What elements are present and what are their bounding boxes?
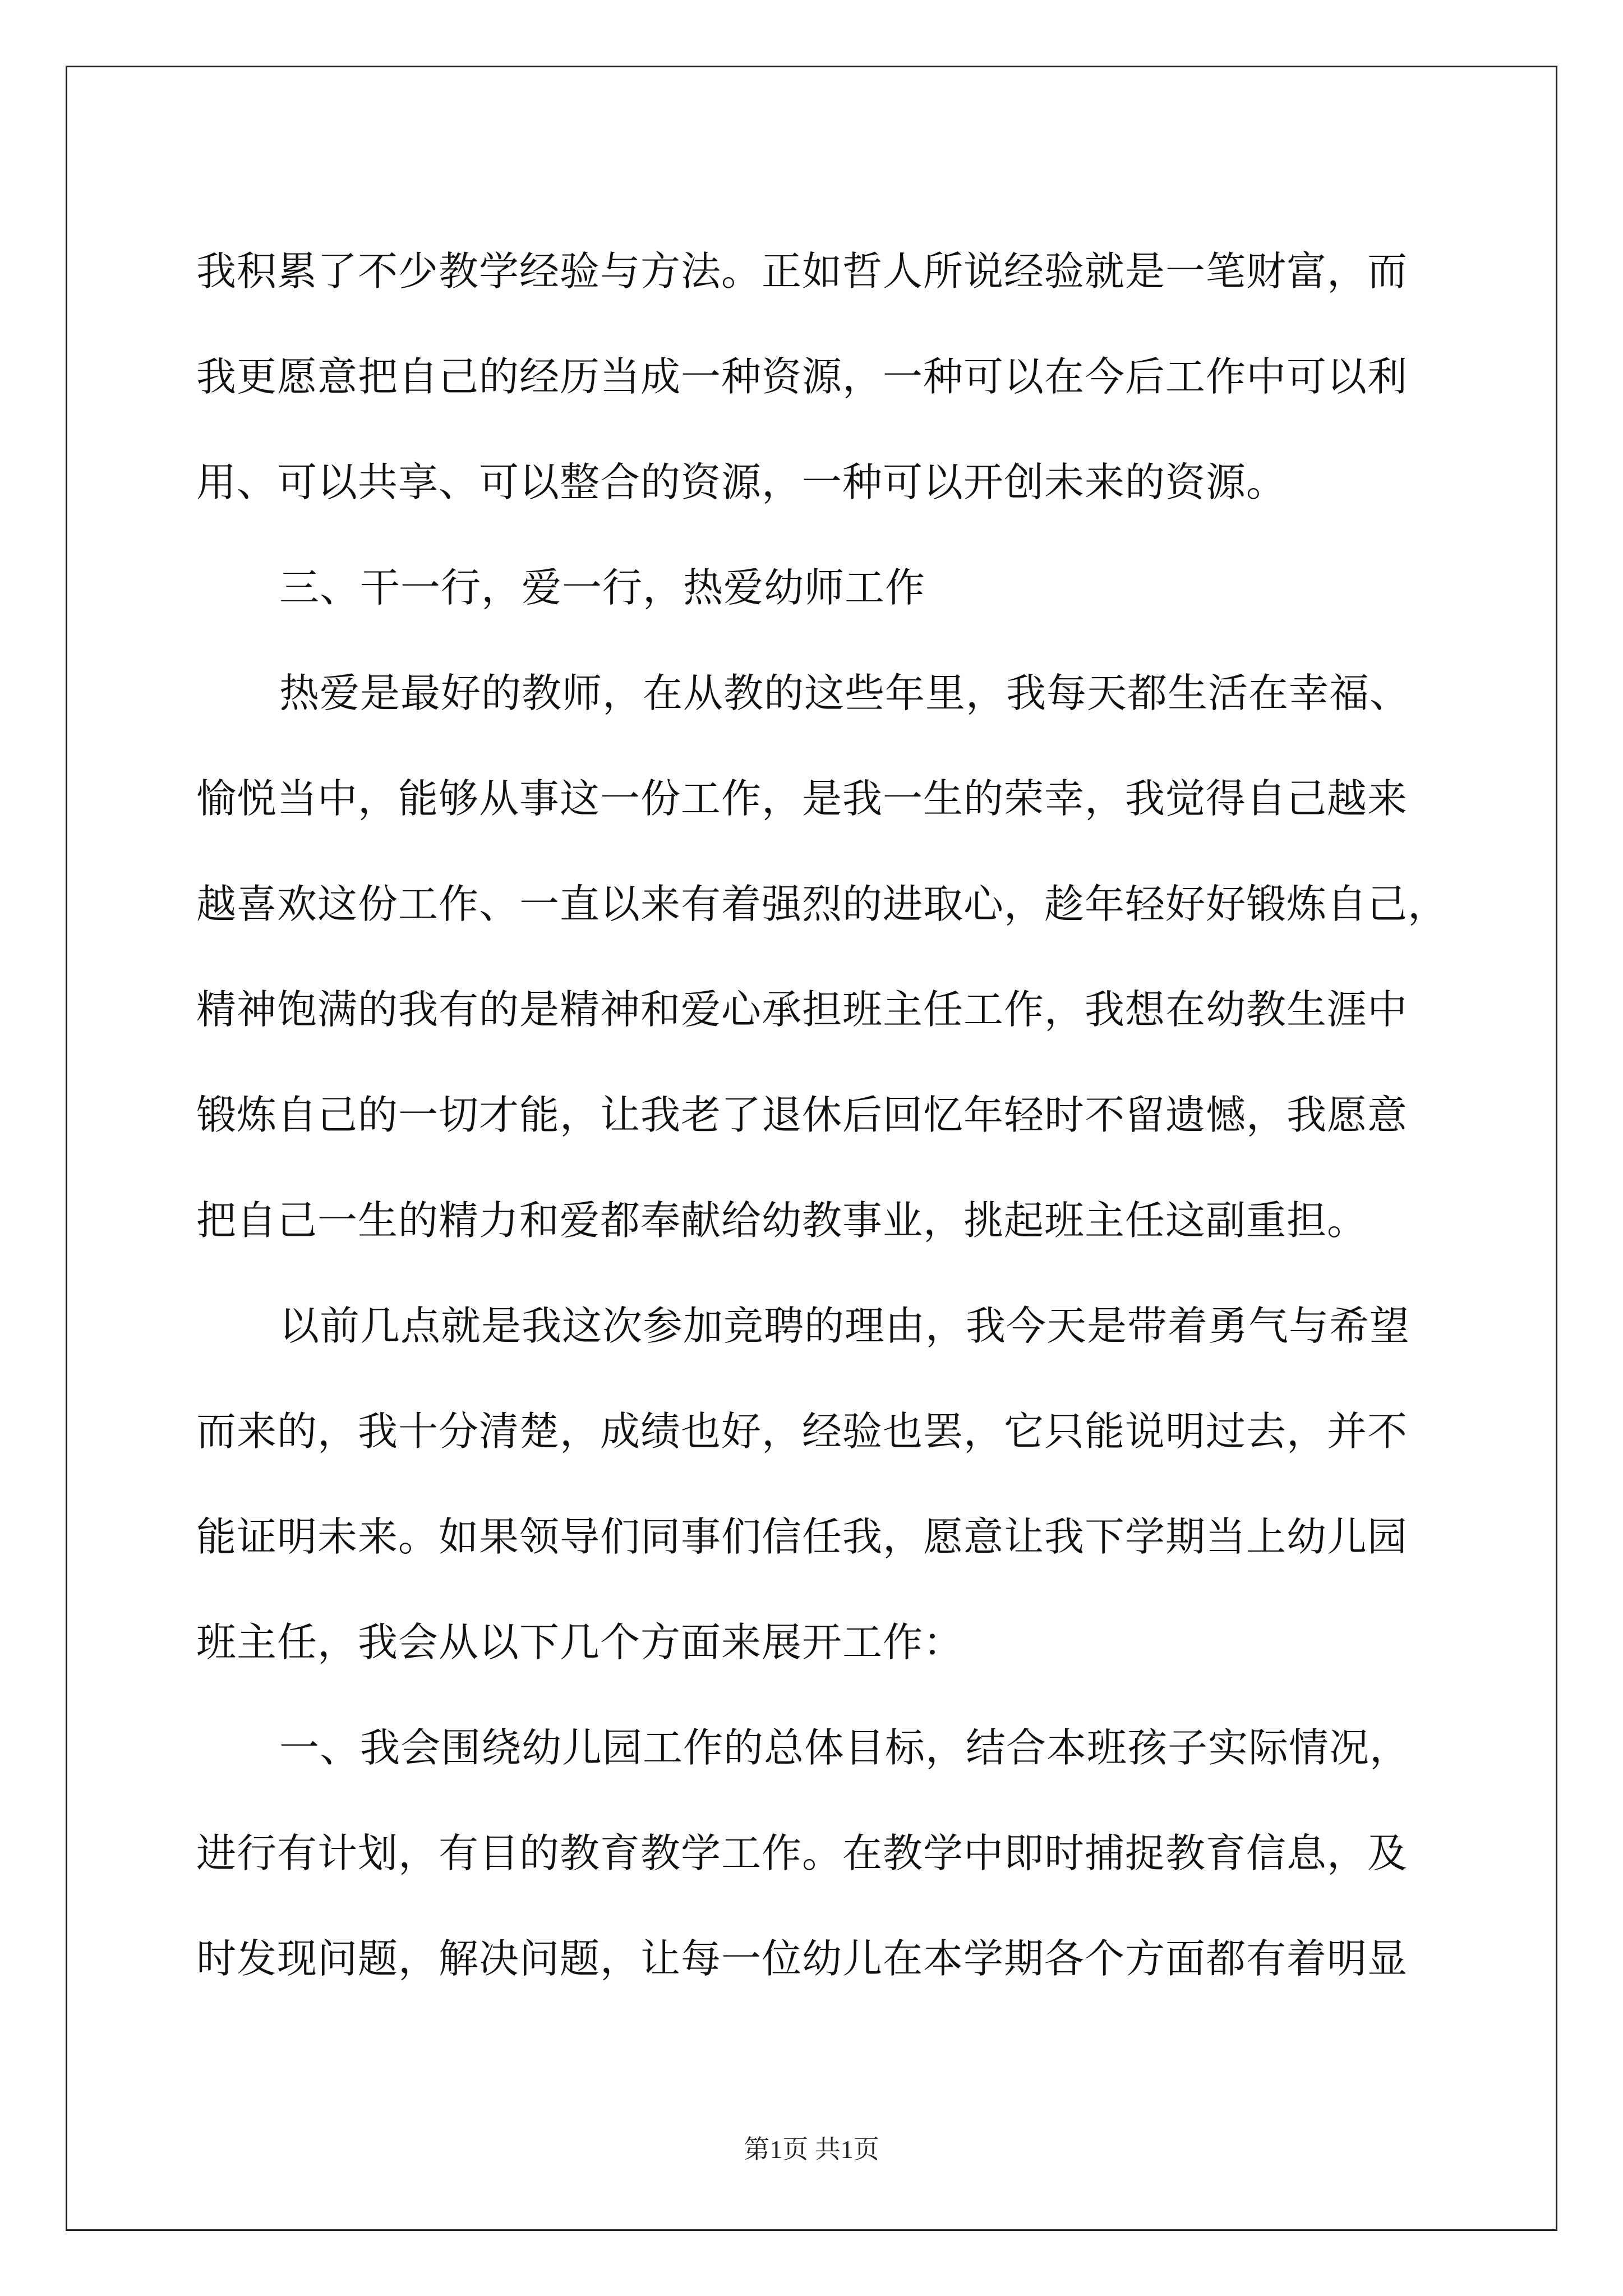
section-heading: 三、干一行，爱一行，热爱幼师工作 — [279, 564, 926, 611]
body-line: 锻炼自己的一切才能，让我老了退休后回忆年轻时不留遗憾，我愿意 — [196, 1092, 1408, 1138]
body-line: 热爱是最好的教师，在从教的这些年里，我每天都生活在幸福、 — [279, 670, 1410, 716]
body-line: 我积累了不少教学经验与方法。正如哲人所说经验就是一笔财富，而 — [196, 248, 1408, 295]
document-body — [196, 219, 1449, 2012]
body-line: 一、我会围绕幼儿园工作的总体目标，结合本班孩子实际情况， — [279, 1724, 1410, 1771]
body-line: 以前几点就是我这次参加竞聘的理由，我今天是带着勇气与希望 — [279, 1303, 1410, 1349]
body-line: 越喜欢这份工作、一直以来有着强烈的进取心，趁年轻好好锻炼自己， — [196, 881, 1449, 927]
page-number-footer: 第1页 共1页 — [744, 2135, 879, 2164]
body-line: 把自己一生的精力和爱都奉献给幼教事业，挑起班主任这副重担。 — [196, 1197, 1368, 1244]
body-line: 能证明未来。如果领导们同事们信任我，愿意让我下学期当上幼儿园 — [196, 1513, 1408, 1560]
body-line: 用、可以共享、可以整合的资源，一种可以开创未来的资源。 — [196, 459, 1287, 505]
body-line: 精神饱满的我有的是精神和爱心承担班主任工作，我想在幼教生涯中 — [196, 986, 1408, 1033]
body-line: 愉悦当中，能够从事这一份工作，是我一生的荣幸，我觉得自己越来 — [196, 775, 1408, 822]
body-line: 而来的，我十分清楚，成绩也好，经验也罢，它只能说明过去，并不 — [196, 1408, 1408, 1455]
body-line: 时发现问题，解决问题，让每一位幼儿在本学期各个方面都有着明显 — [196, 1935, 1408, 1982]
body-line: 我更愿意把自己的经历当成一种资源，一种可以在今后工作中可以利 — [196, 353, 1408, 400]
body-line: 进行有计划，有目的教育教学工作。在教学中即时捕捉教育信息，及 — [196, 1830, 1408, 1876]
body-line: 班主任，我会从以下几个方面来展开工作： — [196, 1619, 964, 1665]
